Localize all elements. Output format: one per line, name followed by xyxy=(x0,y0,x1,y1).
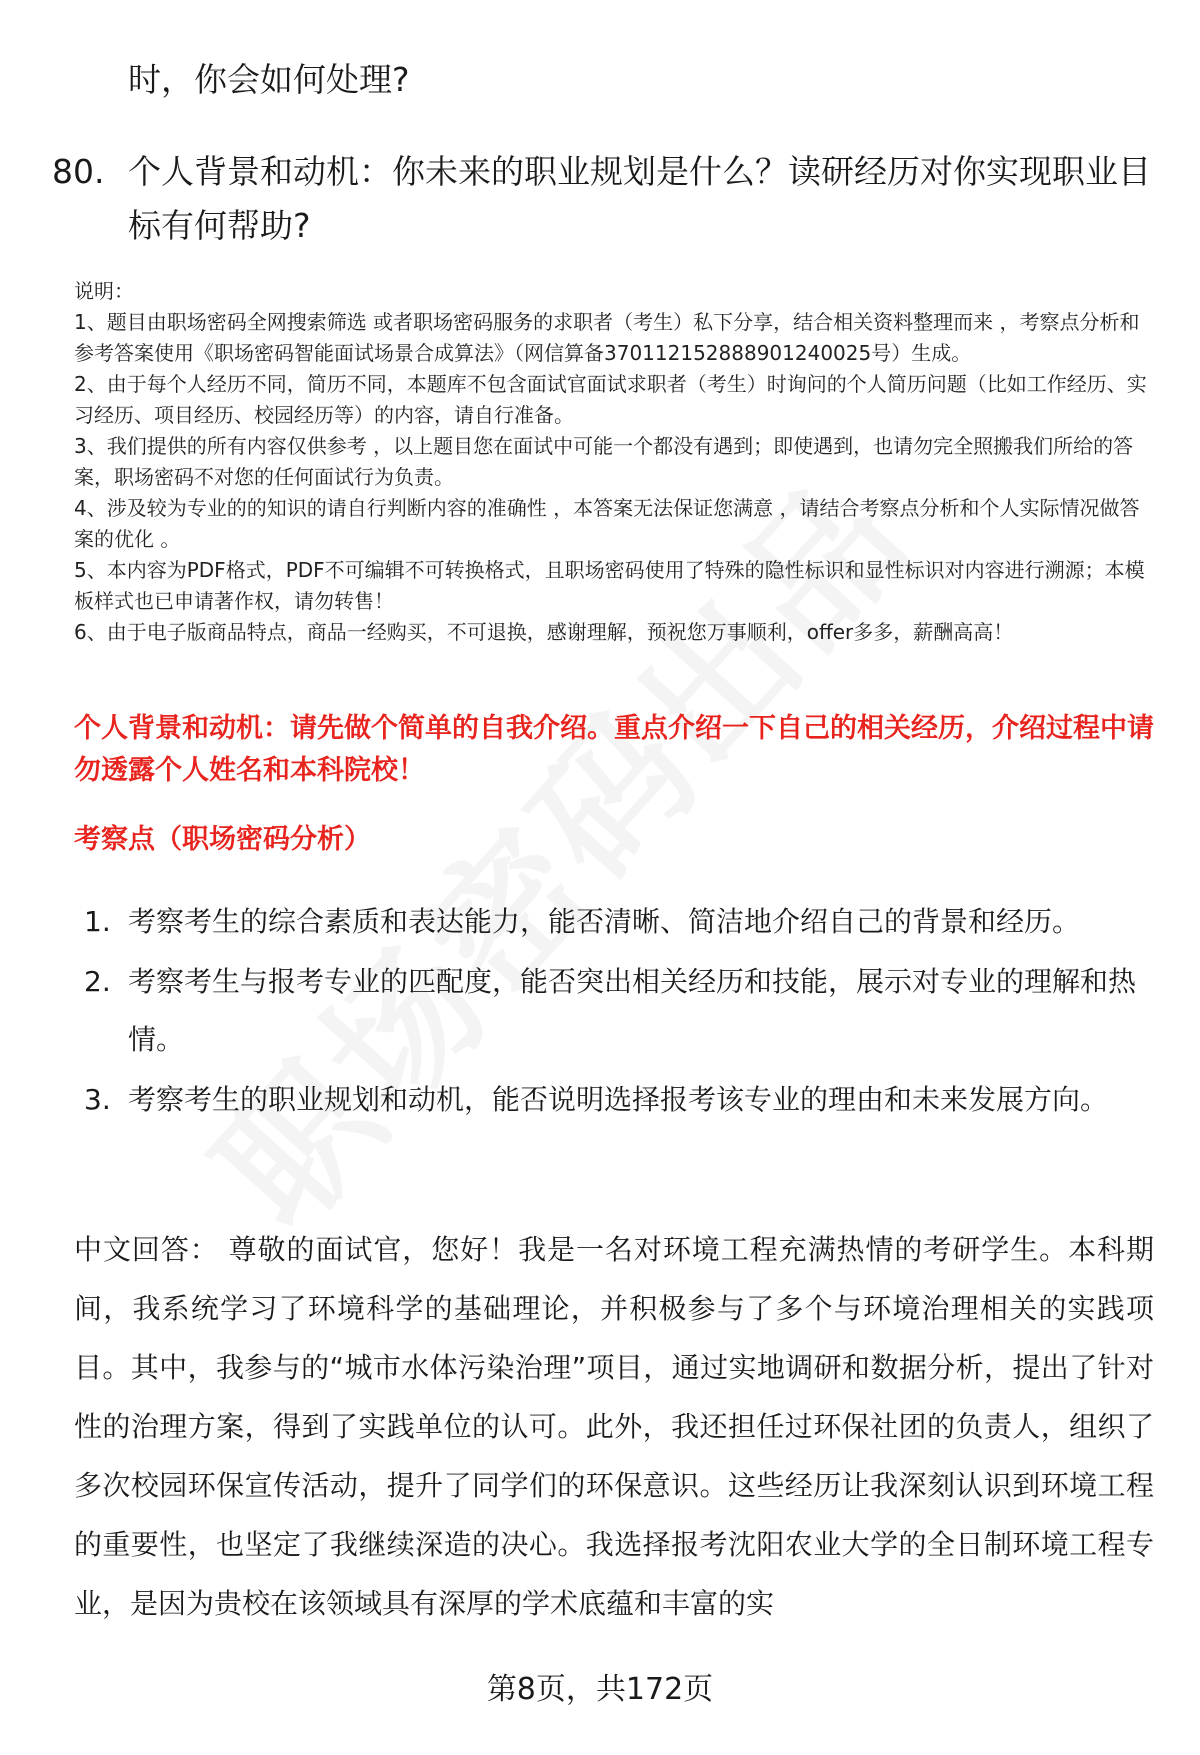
analysis-point xyxy=(84,953,1154,1069)
analysis-point-number: 3. xyxy=(84,1083,111,1116)
notes-block xyxy=(74,276,1154,648)
analysis-point-number: 2. xyxy=(84,965,111,998)
note-item: 5、本内容为PDF格式，PDF不可编辑不可转换格式，且职场密码使用了特殊的隐性标识和显性标识对内容进行溯源；本模板样式也已申请著作权，请勿转售！ xyxy=(74,558,1145,613)
note-item: 4、涉及较为专业的的知识的请自行判断内容的准确性 ，本答案无法保证您满意 ，请结合考察点分析和个人实际情况做答案的优化 。 xyxy=(74,496,1140,551)
page-footer: 第8页，共172页 xyxy=(486,1672,714,1707)
answer-text: 中文回答： 尊敬的面试官，您好！我是一名对环境工程充满热情的考研学生。本科期间，我系统学习了环境科学的基础理论，并积极参与了多个与环境治理相关的实践项目。其中，我参与的“城市水体污染治理”项目，通过实地调研和数据分析，提出了针对性的治理方案，得到了实践单位的认可。此外，我还担任过环保社团的负责人，组织了多次校园环保宣传活动，提升了同学们的环保意识。这些经历让我深刻认识到环境工程的重要性，也坚定了我继续深造的决心。我选择报考沈阳农业大学的全日制环境工程专业，是因为贵校在该领域具有深厚的学术底蕴和丰富的实 xyxy=(74,1233,1154,1620)
note-item: 3、我们提供的所有内容仅供参考 ，以上题目您在面试中可能一个都没有遇到；即使遇到，也请勿完全照搬我们所给的答案，职场密码不对您的任何面试行为负责。 xyxy=(74,434,1134,489)
notes-heading: 说明： xyxy=(74,279,134,303)
question-number: 80. xyxy=(52,152,105,191)
analysis-point xyxy=(84,893,1154,951)
note-item: 2、由于每个人经历不同，简历不同，本题库不包含面试官面试求职者（考生）时询问的个人简历问题（比如工作经历、实习经历、项目经历、校园经历等）的内容，请自行准备。 xyxy=(74,372,1147,427)
analysis-point-text: 考察考生的综合素质和表达能力，能否清晰、简洁地介绍自己的背景和经历。 xyxy=(128,905,1081,938)
analysis-heading: 考察点（职场密码分析） xyxy=(74,824,371,855)
analysis-point-text: 考察考生与报考专业的匹配度，能否突出相关经历和技能，展示对专业的理解和热情。 xyxy=(128,965,1137,1056)
note-item: 1、题目由职场密码全网搜索筛选 或者职场密码服务的求职者（考生）私下分享，结合相关资料整理而来 ，考察点分析和参考答案使用《职场密码智能面试场景合成算法》（网信算备370112152888901240025号）生成。 xyxy=(74,310,1140,365)
analysis-point-text: 考察考生的职业规划和动机，能否说明选择报考该专业的理由和未来发展方向。 xyxy=(128,1083,1109,1116)
analysis-point-number: 1. xyxy=(84,905,111,938)
analysis-point xyxy=(84,1071,1154,1129)
question-continuation: 时，你会如何处理? xyxy=(128,60,410,99)
note-item: 6、由于电子版商品特点，商品一经购买，不可退换，感谢理解，预祝您万事顺利，offer多多，薪酬高高！ xyxy=(74,620,1014,644)
question-text: 个人背景和动机：你未来的职业规划是什么？读研经历对你实现职业目标有何帮助? xyxy=(128,152,1151,245)
interview-question: 个人背景和动机：请先做个简单的自我介绍。重点介绍一下自己的相关经历，介绍过程中请勿透露个人姓名和本科院校！ xyxy=(74,713,1154,786)
question-80 xyxy=(52,145,1152,253)
analysis-points xyxy=(84,893,1154,1131)
